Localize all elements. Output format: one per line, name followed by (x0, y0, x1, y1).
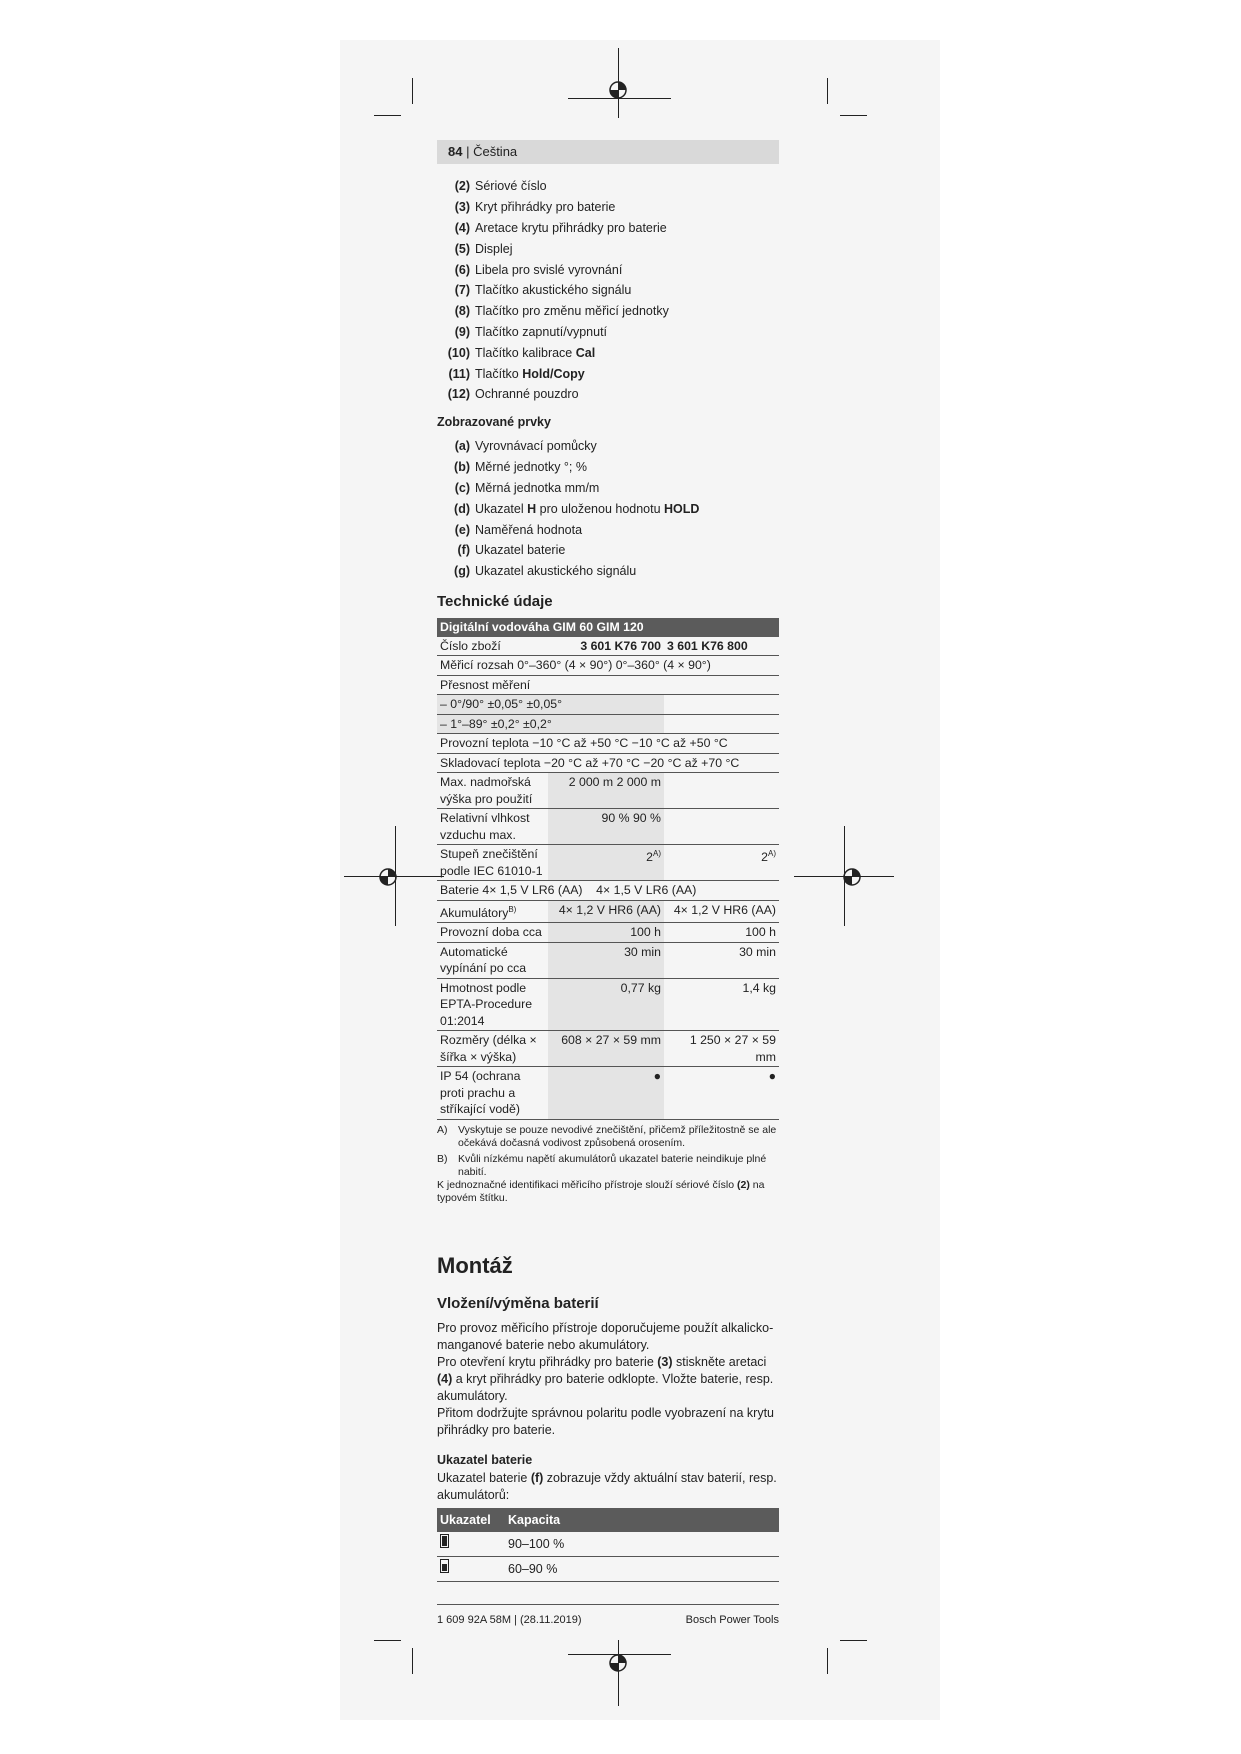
paragraph: Pro otevření krytu přihrádky pro baterie (3) stiskněte aretaci (4) a kryt přihrádky pro baterie odklopte. Vložte baterie, resp. akumulátory. (437, 1355, 777, 1403)
list-item: (7) Tlačítko akustického signálu (454, 283, 632, 298)
table-row: Hmotnost podle EPTA-Procedure 01:2014 0,77 kg 1,4 kg (437, 978, 779, 1031)
list-item: (d) Ukazatel H pro uloženou hodnotu HOLD (454, 501, 700, 516)
registration-mark-icon (377, 866, 399, 888)
display-items-list (437, 436, 779, 582)
page-header: 84 | Čeština (437, 140, 779, 164)
assembly-heading: Montáž (437, 1253, 513, 1278)
page-language: Čeština (473, 144, 518, 159)
list-item: (12) Ochranné pouzdro (447, 387, 579, 402)
list-item: (b) Měrné jednotky °; % (454, 460, 587, 475)
doc-number: 1 609 92A 58M | (28.11.2019) (437, 1614, 582, 1626)
crop-mark (412, 1648, 413, 1674)
table-row: Stupeň znečištění podle IEC 61010-1 $2^{A)}$ $2^{A)}$ (437, 845, 779, 881)
publisher: Bosch Power Tools (685, 1614, 779, 1626)
battery-indicator-text: Ukazatel baterie (f) zobrazuje vždy aktuální stav baterií, resp. akumulátorů: (437, 1471, 781, 1502)
parts-list (437, 176, 779, 405)
table-row: Číslo zboží 3 601 K76 700 3 601 K76 800 (437, 637, 779, 656)
crop-mark (840, 115, 867, 116)
table-row: Měřicí rozsah 0°–360° (4 × 90°) 0°–360° (4 × 90°) (437, 656, 779, 676)
list-item: (6) Libela pro svislé vyrovnání (454, 262, 623, 277)
tech-heading: Technické údaje (437, 593, 553, 610)
table-row: Skladovací teplota −20 °C až +70 °C −20 °C až +70 °C (437, 753, 779, 773)
crop-mark (827, 78, 828, 104)
display-heading: Zobrazované prvky (437, 415, 551, 429)
registration-mark-icon (607, 79, 629, 101)
list-item: (5) Displej (454, 241, 513, 256)
spec-table (437, 618, 779, 1120)
battery-insert-heading: Vložení/výměna baterií (437, 1295, 599, 1312)
table-row: Baterie 4× 1,5 V LR6 (AA) 4× 1,5 V LR6 (AA) (437, 881, 779, 901)
list-item: (2) Sériové číslo (454, 179, 547, 194)
crop-mark (412, 78, 413, 104)
crop-mark (374, 115, 401, 116)
table-row: 90–100 % (437, 1532, 779, 1557)
registration-mark-icon (607, 1652, 629, 1674)
page-footer (437, 1614, 779, 1626)
table-row: IP 54 (ochrana proti prachu a stříkající vodě) ● ● (437, 1067, 779, 1120)
table-header-row: Digitální vodováha GIM 60 GIM 120 (437, 618, 779, 637)
battery-table (437, 1508, 779, 1582)
table-row: Provozní teplota −10 °C až +50 °C −10 °C až +50 °C (437, 734, 779, 754)
list-item: (11) Tlačítko Hold/Copy (448, 366, 585, 381)
crop-mark (840, 1640, 867, 1641)
footnote: B) Kvůli nízkému napětí akumulátorů ukazatel baterie neindikuje plné nabití. (437, 1152, 767, 1178)
page-number: 84 (448, 144, 463, 159)
table-row: – 1°–89° ±0,2° ±0,2° (437, 714, 779, 734)
footnote: A) Vyskytuje se pouze nevodivé znečištění, přičemž příležitostně se ale očekává dočasná vodivost způsobená orosením. (437, 1123, 777, 1149)
serial-note: K jednoznačné identifikaci měřicího přístroje slouží sériové číslo (2) na typovém štítku. (437, 1178, 768, 1204)
table-row: Přesnost měření (437, 675, 779, 695)
table-row: Relativní vlhkost vzduchu max. 90 % 90 % (437, 809, 779, 845)
table-row: Rozměry (délka × šířka × výška) 608 × 27 × 59 mm 1 250 × 27 × 59 mm (437, 1031, 779, 1067)
paragraph: Přitom dodržujte správnou polaritu podle vyobrazení na krytu přihrádky pro baterie. (437, 1406, 774, 1437)
parts-section (437, 176, 779, 405)
battery-table-wrap (437, 1508, 779, 1582)
table-row: 60–90 % (437, 1557, 779, 1582)
table-row: Automatické vypínání po cca 30 min 30 min (437, 942, 779, 978)
table-row: – 0°/90° ±0,05° ±0,05° (437, 695, 779, 715)
list-item: (f) Ukazatel baterie (457, 543, 566, 558)
footnotes (437, 1124, 779, 1205)
list-item: (8) Tlačítko pro změnu měřicí jednotky (454, 304, 669, 319)
spec-table-wrap (437, 618, 779, 1205)
list-item: (10) Tlačítko kalibrace Cal (447, 345, 596, 360)
crop-mark (827, 1648, 828, 1674)
battery-full-icon (440, 1534, 449, 1548)
footer-divider (437, 1604, 779, 1605)
table-row: Akumulátory$^{B)}$ 4× 1,2 V HR6 (AA) 4× 1,2 V HR6 (AA) (437, 900, 779, 923)
list-item: (c) Měrná jednotka mm/m (454, 480, 600, 495)
registration-mark-icon (841, 866, 863, 888)
table-header-row: Ukazatel Kapacita (437, 1508, 779, 1532)
list-item: (a) Vyrovnávací pomůcky (454, 439, 597, 454)
list-item: (9) Tlačítko zapnutí/vypnutí (454, 324, 608, 339)
table-row: Provozní doba cca 100 h 100 h (437, 923, 779, 943)
assembly-text (437, 1320, 779, 1439)
display-section (437, 436, 779, 582)
crop-mark (374, 1640, 401, 1641)
list-item: (3) Kryt přihrádky pro baterie (454, 200, 616, 215)
battery-high-icon (440, 1559, 449, 1573)
table-row: Max. nadmořská výška pro použití 2 000 m 2 000 m (437, 773, 779, 809)
battery-indicator-heading: Ukazatel baterie (437, 1453, 533, 1467)
list-item: (e) Naměřená hodnota (454, 522, 583, 537)
list-item: (g) Ukazatel akustického signálu (454, 564, 637, 579)
list-item: (4) Aretace krytu přihrádky pro baterie (454, 220, 667, 235)
paragraph: Pro provoz měřicího přístroje doporučujeme použít alkalicko-manganové baterie nebo akumulátory. (437, 1321, 774, 1352)
